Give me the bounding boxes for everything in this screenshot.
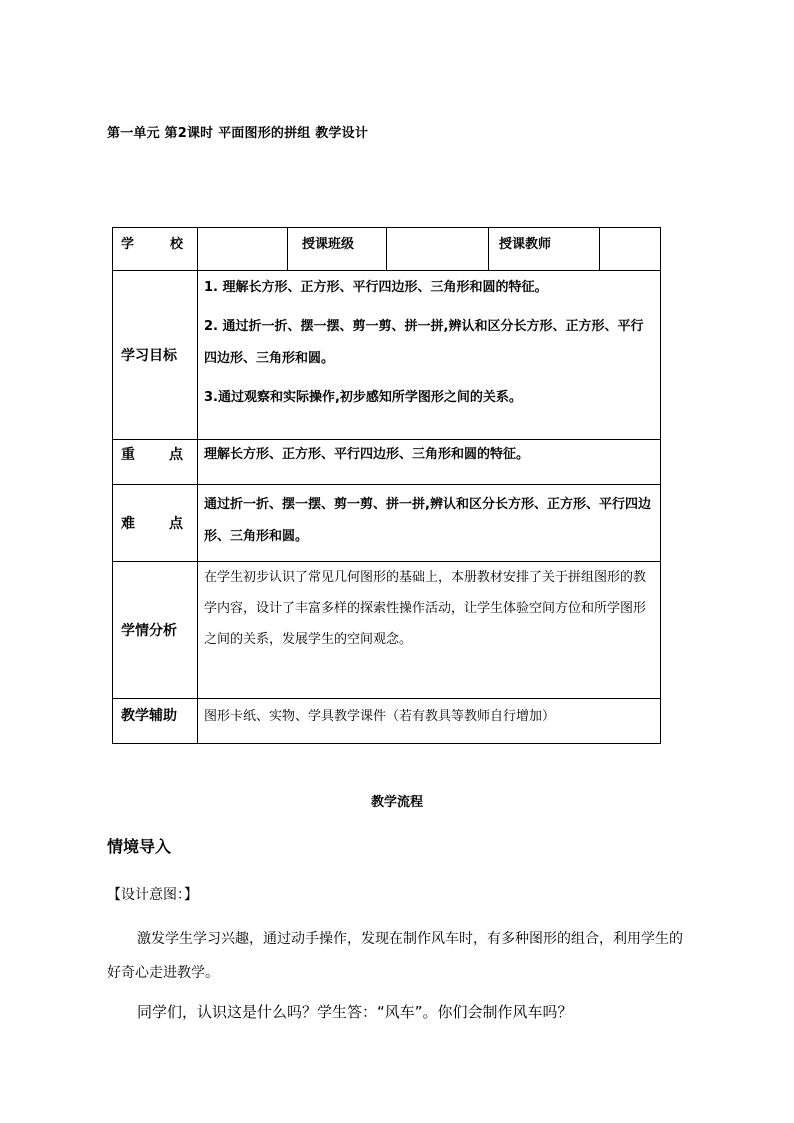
difficulties-label-cell — [113, 485, 198, 562]
difficulties-label-b: 点 — [169, 516, 183, 532]
goals-row — [113, 271, 661, 440]
class-value-cell[interactable] — [387, 228, 489, 271]
aids-label: 教学辅助 — [121, 708, 177, 724]
school-label-b: 校 — [169, 237, 183, 252]
class-label-cell — [288, 228, 387, 271]
key-points-row — [113, 440, 661, 485]
header-row — [113, 228, 661, 271]
goals-label: 学习目标 — [121, 348, 177, 364]
lesson-info-table — [112, 227, 661, 744]
intro-section-title: 情境导入 — [107, 837, 172, 856]
key-points-label-b: 点 — [169, 447, 183, 463]
key-points-label-a: 重 — [121, 447, 135, 463]
aids-text: 图形卡纸、实物、学具教学课件（若有教具等教师自行增加） — [198, 699, 661, 744]
difficulties-label-a: 难 — [121, 516, 135, 532]
teacher-value-cell[interactable] — [600, 228, 660, 270]
key-points-label-cell — [113, 440, 198, 485]
class-label: 授课班级 — [302, 237, 355, 252]
analysis-row — [113, 562, 661, 699]
difficulties-text: 通过折一折、摆一摆、剪一剪、拼一拼,辨认和区分长方形、正方形、平行四边形、三角形和圆。 — [198, 485, 661, 562]
teacher-label: 授课教师 — [499, 237, 552, 252]
school-label-cell — [113, 228, 198, 271]
goal-item: 2. 通过折一折、摆一摆、剪一剪、拼一拼,辨认和区分长方形、正方形、平行四边形、三角形和圆。 — [204, 319, 644, 366]
teacher-cell — [489, 228, 661, 271]
goals-content-cell — [198, 271, 661, 440]
design-intent-text: 激发学生学习兴趣，通过动手操作，发现在制作风车时，有多种图形的组合，利用学生的好奇心走进教学。 — [107, 931, 683, 981]
aids-row — [113, 699, 661, 744]
analysis-text: 在学生初步认识了常见几何图形的基础上，本册教材安排了关于拼组图形的教学内容，设计了丰富多样的探索性操作活动，让学生体验空间方位和所学图形之间的关系，发展学生的空间观念。 — [198, 562, 661, 699]
analysis-label-cell — [113, 562, 198, 699]
aids-label-cell — [113, 699, 198, 744]
goals-label-cell — [113, 271, 198, 440]
document-title: 第一单元 第2课时 平面图形的拼组 教学设计 — [107, 126, 369, 141]
analysis-label: 学情分析 — [121, 623, 177, 639]
flow-heading: 教学流程 — [370, 795, 423, 810]
school-value-cell[interactable] — [198, 228, 288, 271]
key-points-text: 理解长方形、正方形、平行四边形、三角形和圆的特征。 — [198, 440, 661, 485]
dialogue-text: 同学们，认识这是什么吗？学生答：“风车”。你们会制作风车吗？ — [137, 1003, 573, 1021]
goal-item: 1. 理解长方形、正方形、平行四边形、三角形和圆的特征。 — [204, 280, 548, 295]
goal-item: 3.通过观察和实际操作,初步感知所学图形之间的关系。 — [204, 390, 522, 405]
school-label-a: 学 — [121, 237, 135, 252]
design-intent-label: 【设计意图：】 — [107, 887, 198, 903]
difficulties-row — [113, 485, 661, 562]
